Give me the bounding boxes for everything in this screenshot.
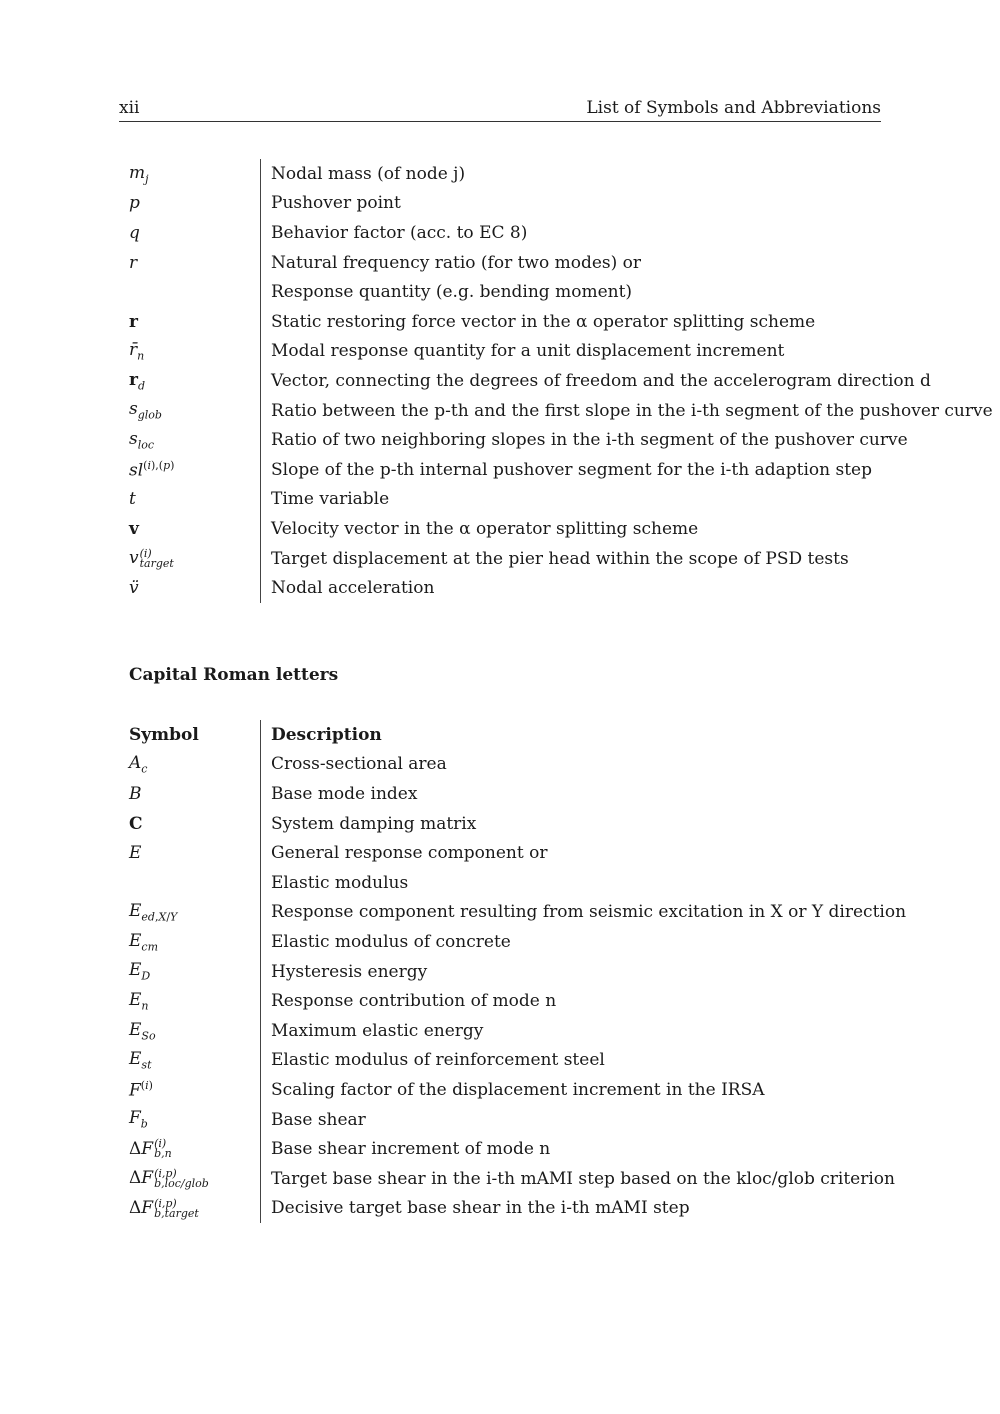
symbol-cell	[119, 868, 261, 898]
table-row	[119, 248, 993, 278]
symbol-cell: ΔF (i,p) b,loc/glob	[119, 1164, 261, 1194]
description-cell: Response contribution of mode n	[271, 991, 557, 1012]
description-cell: Scaling factor of the displacement increment in the IRSA	[271, 1079, 765, 1100]
table-row	[119, 218, 993, 248]
description-cell: Nodal acceleration	[271, 578, 435, 599]
table-row	[119, 455, 993, 485]
description-cell: Static restoring force vector in the α operator splitting scheme	[271, 311, 816, 332]
symbol-cell: $E_{ed,X/Y}$	[119, 898, 261, 928]
symbol-cell: t	[119, 485, 261, 515]
symbol-cell: $E_D$	[119, 957, 261, 987]
symbol-cell: $F^{(i)}$	[119, 1075, 261, 1105]
table-row	[119, 838, 906, 868]
symbol-cell: ΔF (i) b,n	[119, 1134, 261, 1164]
table-row	[119, 750, 906, 780]
table-row	[119, 337, 993, 367]
table-row	[119, 366, 993, 396]
symbol-cell: v	[119, 514, 261, 544]
table-row	[119, 189, 993, 219]
symbol-cell: C	[119, 809, 261, 839]
description-cell: System damping matrix	[271, 813, 477, 834]
symbol-cell: $s_{glob}$	[119, 396, 261, 426]
description-cell: Maximum elastic energy	[271, 1020, 484, 1041]
table-row	[119, 159, 993, 189]
symbol-cell: $E_n$	[119, 986, 261, 1016]
table-row	[119, 809, 906, 839]
description-cell: Ratio between the p-th and the first slope in the i-th segment of the pushover curve	[271, 400, 993, 421]
symbol-cell: $E_{st}$	[119, 1046, 261, 1076]
table-row	[119, 277, 993, 307]
description-cell: Modal response quantity for a unit displacement increment	[271, 341, 785, 362]
table-row	[119, 573, 993, 603]
table-row	[119, 898, 906, 928]
table-row	[119, 1105, 906, 1135]
symbol-cell: $E_{cm}$	[119, 927, 261, 957]
description-cell: Base shear	[271, 1109, 366, 1130]
column-header-description: Description	[271, 724, 382, 745]
symbol-cell: ΔF (i,p) b,target	[119, 1194, 261, 1224]
description-cell: Base mode index	[271, 783, 418, 804]
description-cell: Ratio of two neighboring slopes in the i-th segment of the pushover curve	[271, 430, 908, 451]
table-row	[119, 927, 906, 957]
symbol-cell: $m_j$	[119, 159, 261, 189]
symbol-cell: r	[119, 307, 261, 337]
symbol-cell: B	[119, 779, 261, 809]
symbol-cell: r	[119, 248, 261, 278]
symbol-cell: $A_c$	[119, 750, 261, 780]
description-cell: Hysteresis energy	[271, 961, 428, 982]
table-row	[119, 1194, 906, 1224]
table-row	[119, 868, 906, 898]
description-cell: Cross-sectional area	[271, 754, 447, 775]
symbol-cell: $r_d$	[119, 366, 261, 396]
column-header-symbol: Symbol	[119, 720, 261, 750]
table-row	[119, 1046, 906, 1076]
table-header-row	[119, 720, 906, 750]
description-cell: Elastic modulus	[271, 872, 409, 893]
symbol-cell: p	[119, 189, 261, 219]
table-row	[119, 957, 906, 987]
symbol-cell: $sl^{(i),(p)}$	[119, 455, 261, 485]
table-row	[119, 986, 906, 1016]
table-row	[119, 544, 993, 574]
symbol-cell: $F_b$	[119, 1105, 261, 1135]
table-row	[119, 1164, 906, 1194]
symbol-cell	[119, 277, 261, 307]
description-cell: Velocity vector in the α operator splitting scheme	[271, 518, 699, 539]
symbol-cell: v̈	[119, 573, 261, 603]
table-row	[119, 307, 993, 337]
symbol-cell: $r̄_n$	[119, 337, 261, 367]
symbol-cell: $E_{So}$	[119, 1016, 261, 1046]
description-cell: General response component or	[271, 843, 548, 864]
table-row	[119, 514, 993, 544]
description-cell: Time variable	[271, 489, 390, 510]
symbol-cell: E	[119, 838, 261, 868]
section-title: Capital Roman letters	[129, 665, 339, 685]
description-cell: Target base shear in the i-th mAMI step based on the kloc/glob criterion	[271, 1168, 895, 1189]
symbol-cell: $s_{loc}$	[119, 425, 261, 455]
description-cell: Response quantity (e.g. bending moment)	[271, 282, 633, 303]
symbols-table-lowercase	[119, 159, 993, 603]
table-row	[119, 396, 993, 426]
description-cell: Slope of the p-th internal pushover segment for the i-th adaption step	[271, 459, 873, 480]
description-cell: Pushover point	[271, 193, 401, 214]
page-header	[119, 96, 881, 122]
table-row	[119, 1075, 906, 1105]
description-cell: Response component resulting from seismic excitation in X or Y direction	[271, 902, 907, 923]
description-cell: Nodal mass (of node j)	[271, 163, 466, 184]
description-cell: Target displacement at the pier head within the scope of PSD tests	[271, 548, 849, 569]
symbol-cell: q	[119, 218, 261, 248]
table-row	[119, 425, 993, 455]
symbols-table-capital	[119, 720, 906, 1223]
table-row	[119, 1134, 906, 1164]
description-cell: Base shear increment of mode n	[271, 1139, 551, 1160]
table-row	[119, 779, 906, 809]
description-cell: Elastic modulus of reinforcement steel	[271, 1050, 605, 1071]
description-cell: Natural frequency ratio (for two modes) or	[271, 252, 642, 273]
running-title: List of Symbols and Abbreviations	[586, 98, 881, 118]
description-cell: Decisive target base shear in the i-th mAMI step	[271, 1198, 690, 1219]
symbol-cell: v (i) target	[119, 544, 261, 574]
table-row	[119, 485, 993, 515]
description-cell: Elastic modulus of concrete	[271, 931, 511, 952]
description-cell: Behavior factor (acc. to EC 8)	[271, 222, 528, 243]
page-number: xii	[119, 98, 140, 118]
table-row	[119, 1016, 906, 1046]
description-cell: Vector, connecting the degrees of freedom and the accelerogram direction d	[271, 370, 931, 391]
